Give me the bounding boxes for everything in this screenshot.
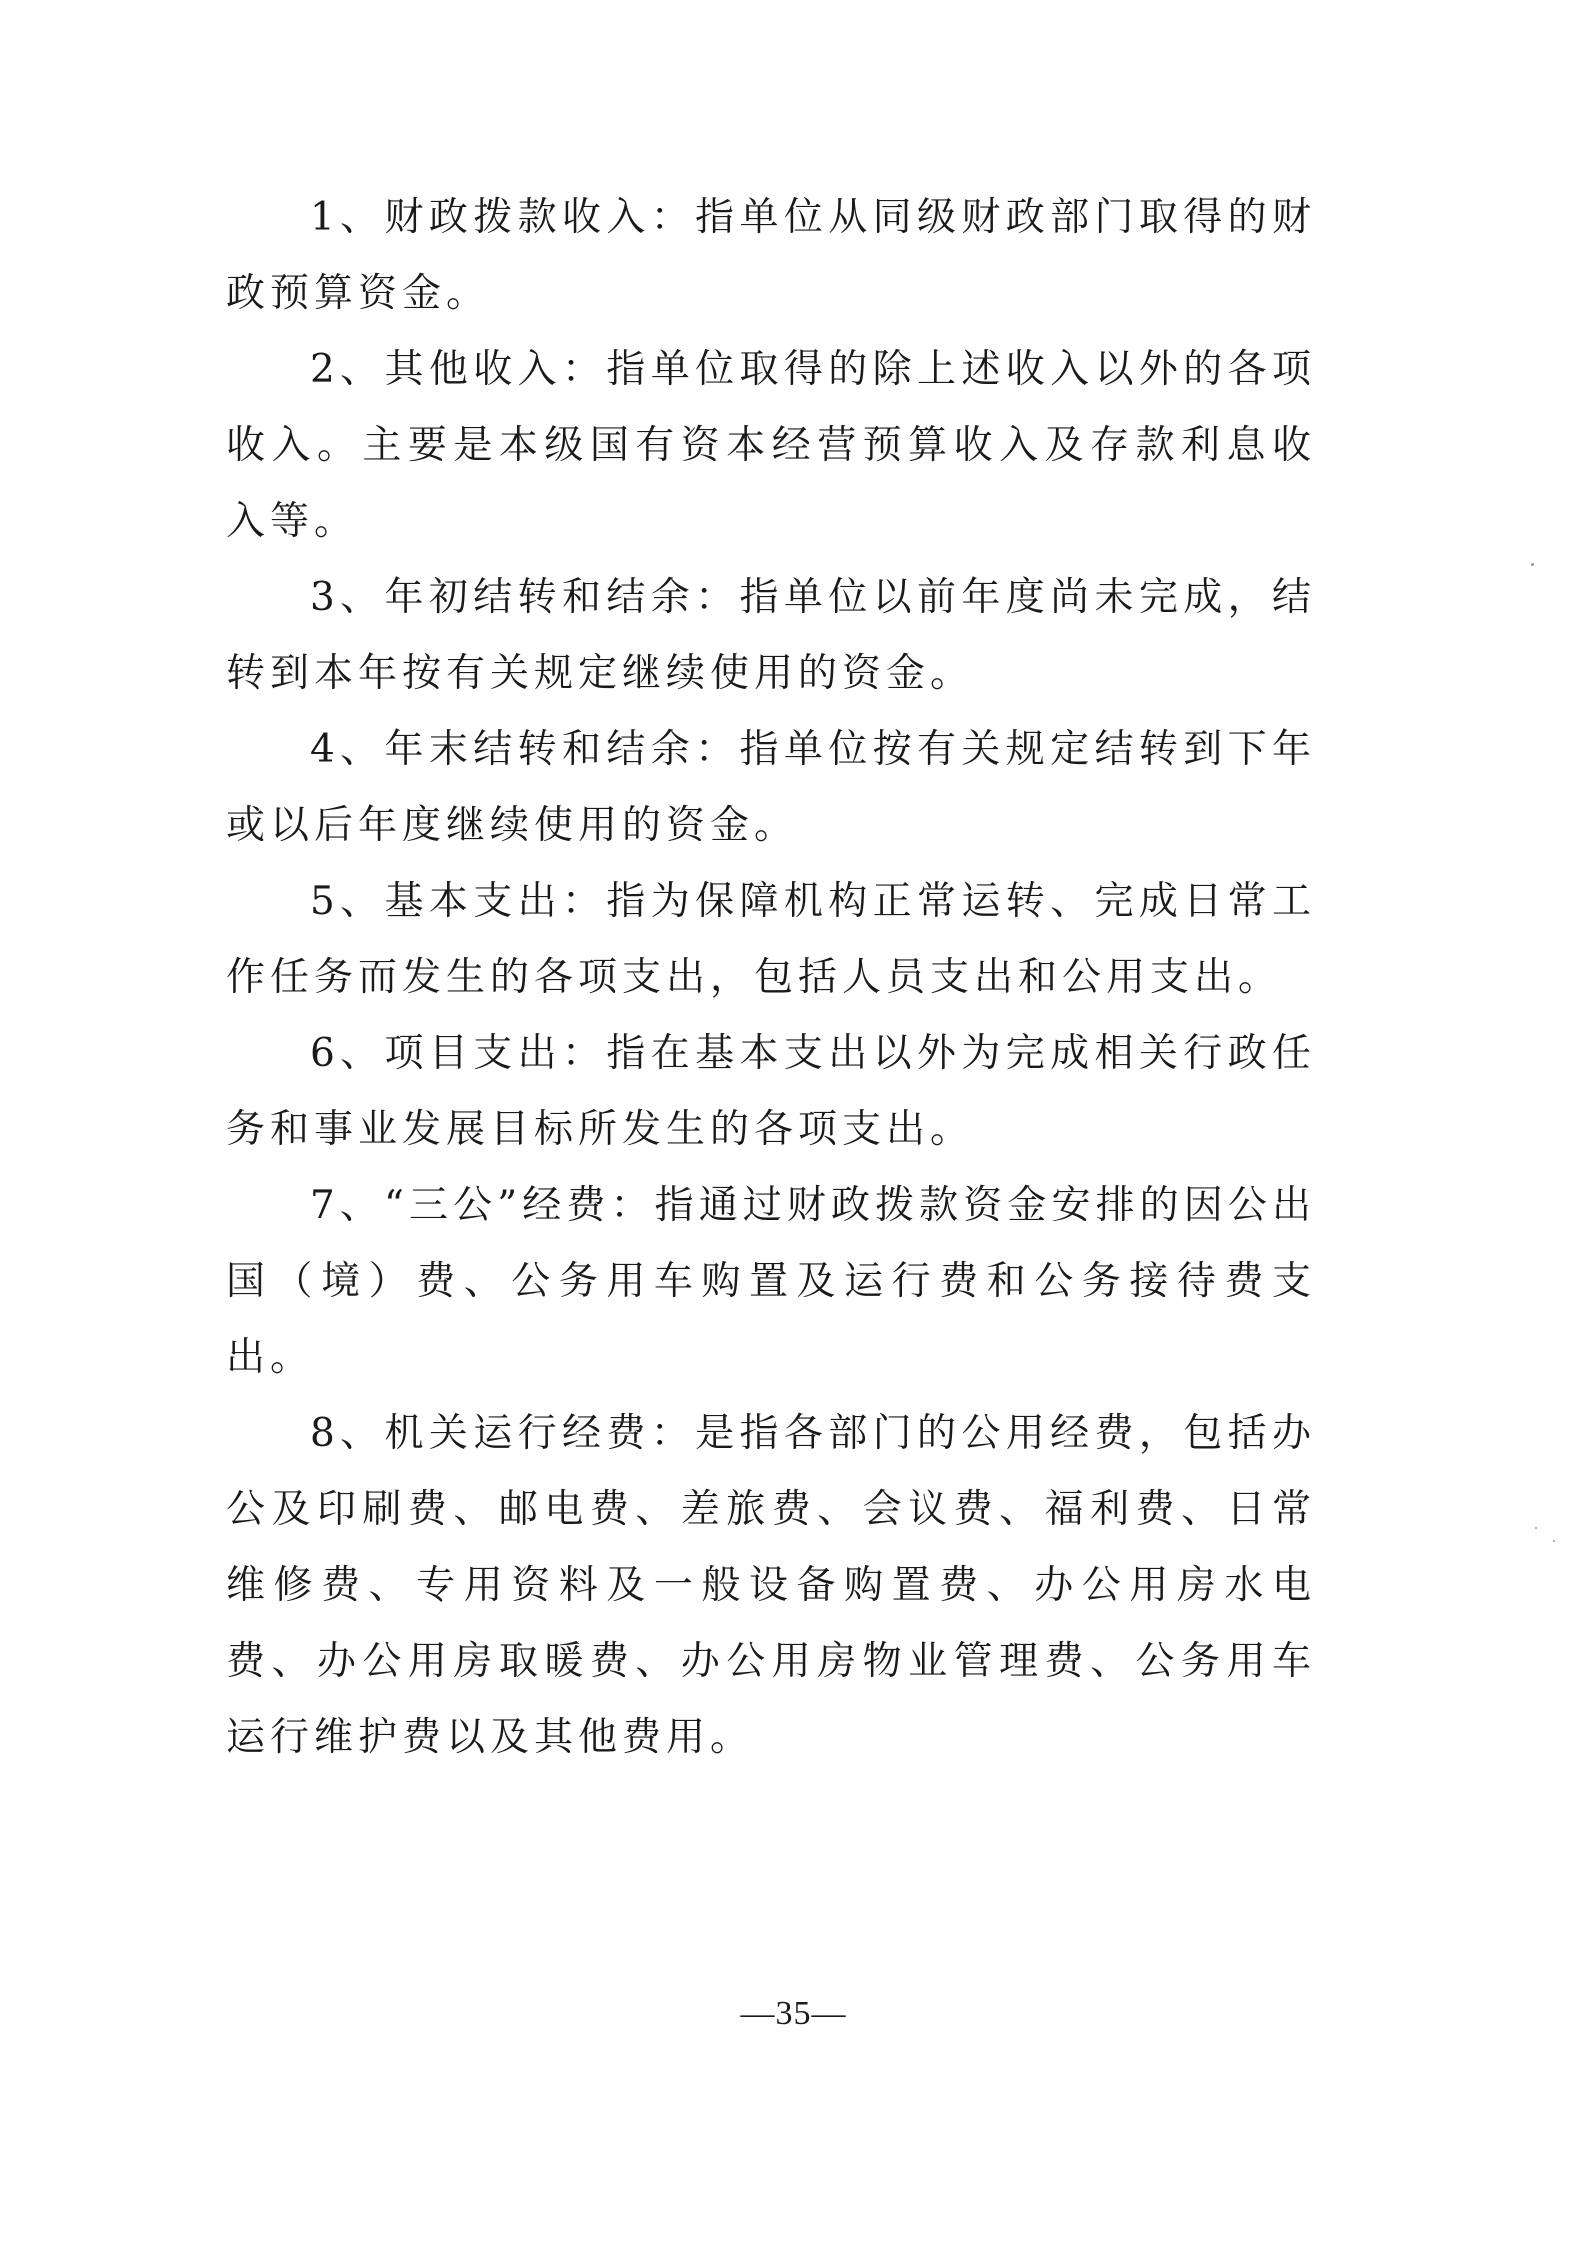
- paragraph-basic-expenditure: 5、基本支出：指为保障机构正常运转、完成日常工作任务而发生的各项支出，包括人员支出和公用支出。: [226, 879, 1316, 1000]
- paragraph-beginning-carryover: 3、年初结转和结余：指单位以前年度尚未完成，结转到本年按有关规定继续使用的资金。: [226, 575, 1316, 696]
- paragraph-operating-expenses: 8、机关运行经费：是指各部门的公用经费，包括办公及印刷费、邮电费、差旅费、会议费、福利费、日常维修费、专用资料及一般设备购置费、办公用房水电费、办公用房取暖费、办公用房物业管理费、公务用车运行维护费以及其他费用。: [226, 1411, 1316, 1760]
- paragraph-other-income: 2、其他收入：指单位取得的除上述收入以外的各项收入。主要是本级国有资本经营预算收入及存款利息收入等。: [226, 347, 1316, 544]
- page-number: —35—: [740, 1995, 847, 2032]
- scan-speck: [1553, 1540, 1555, 1542]
- paragraph-fiscal-appropriation-income: 1、财政拨款收入：指单位从同级财政部门取得的财政预算资金。: [226, 195, 1316, 316]
- paragraph-year-end-carryover: 4、年末结转和结余：指单位按有关规定结转到下年或以后年度继续使用的资金。: [226, 727, 1316, 848]
- scan-speck: [1535, 1527, 1537, 1529]
- scan-speck: [1531, 563, 1534, 566]
- document-body: [226, 180, 1316, 1776]
- paragraph-project-expenditure: 6、项目支出：指在基本支出以外为完成相关行政任务和事业发展目标所发生的各项支出。: [226, 1031, 1316, 1152]
- paragraph-three-public-expenses: 7、“三公”经费：指通过财政拨款资金安排的因公出国（境）费、公务用车购置及运行费和公务接待费支出。: [226, 1183, 1316, 1380]
